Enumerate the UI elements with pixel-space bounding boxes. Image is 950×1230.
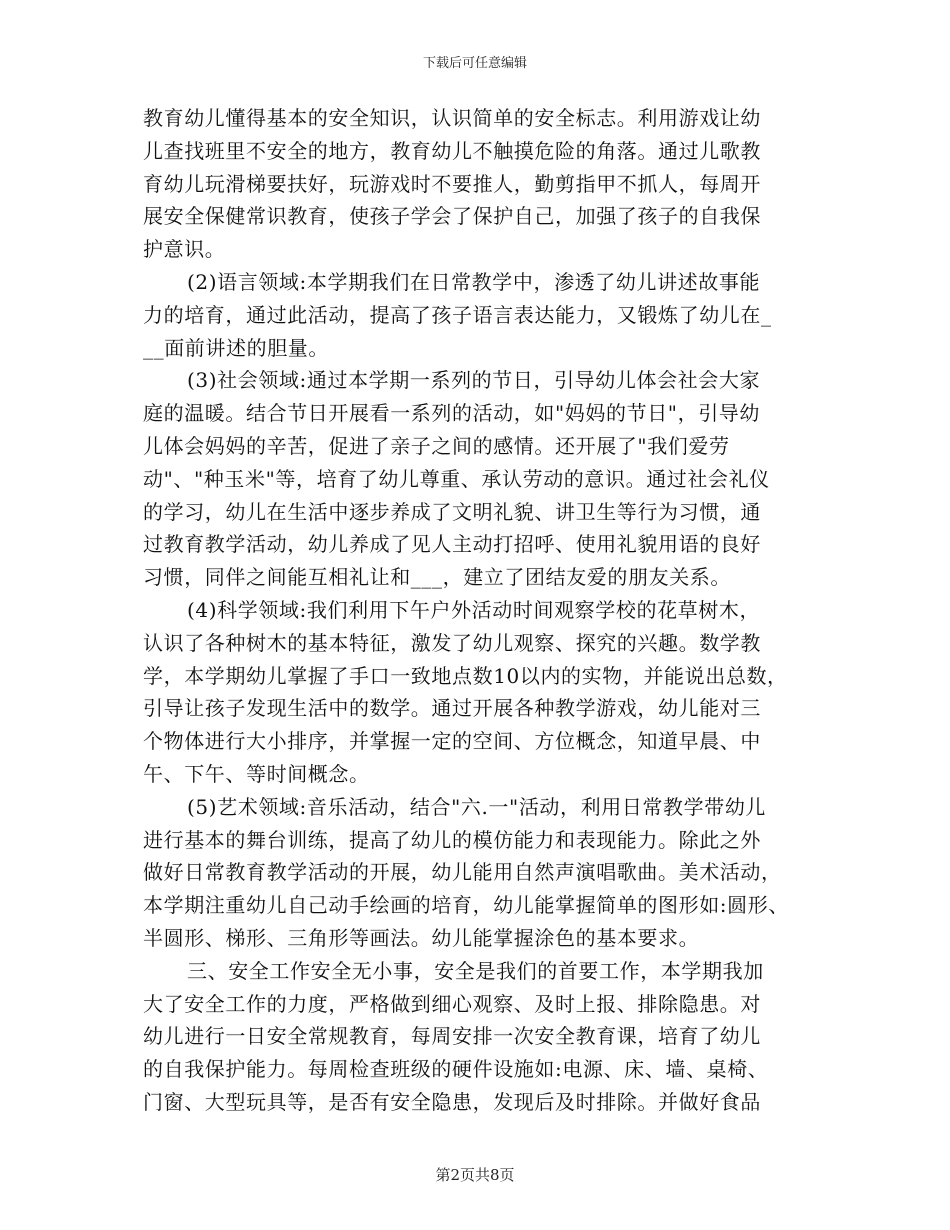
text-line: 过教育教学活动，幼儿养成了见人主动打招呼、使用礼貌用语的良好 bbox=[143, 532, 761, 557]
text-line: 三、安全工作安全无小事，安全是我们的首要工作，本学期我加 bbox=[187, 958, 764, 983]
text-line: 展安全保健常识教育，使孩子学会了保护自己，加强了孩子的自我保 bbox=[143, 204, 761, 229]
text-line: __面前讲述的胆量。 bbox=[143, 335, 329, 360]
text-line: 做好日常教育教学活动的开展，幼儿能用自然声演唱歌曲。美术活动， bbox=[143, 860, 782, 885]
text-line: 认识了各种树木的基本特征，激发了幼儿观察、探究的兴趣。数学教 bbox=[143, 630, 761, 655]
text-line: 动"、"种玉米"等，培育了幼儿尊重、承认劳动的意识。通过社会礼仪 bbox=[143, 466, 770, 491]
text-line: 庭的温暖。结合节日开展看一系列的活动，如"妈妈的节日"，引导幼 bbox=[143, 401, 760, 426]
text-line: 的学习，幼儿在生活中逐步养成了文明礼貌、讲卫生等行为习惯，通 bbox=[143, 499, 761, 524]
text-line: 门窗、大型玩具等，是否有安全隐患，发现后及时排除。并做好食品 bbox=[143, 1089, 761, 1114]
text-line: 教育幼儿懂得基本的安全知识，认识简单的安全标志。利用游戏让幼 bbox=[143, 106, 761, 130]
text-line: 本学期注重幼儿自己动手绘画的培育，幼儿能掌握简单的图形如:圆形、 bbox=[143, 893, 789, 918]
text-line: 育幼儿玩滑梯要扶好，玩游戏时不要推人，勤剪指甲不抓人，每周开 bbox=[143, 171, 761, 196]
text-line: 儿查找班里不安全的地方，教育幼儿不触摸危险的角落。通过儿歌教 bbox=[143, 138, 761, 163]
text-line: 大了安全工作的力度，严格做到细心观察、及时上报、排除隐患。对 bbox=[143, 991, 761, 1016]
text-line: 习惯，同伴之间能互相礼让和___，建立了团结友爱的朋友关系。 bbox=[143, 565, 731, 590]
text-line: (3)社会领域:通过本学期一系列的节日，引导幼儿体会社会大家 bbox=[187, 368, 761, 393]
text-line: (2)语言领域:本学期我们在日常教学中，渗透了幼儿讲述故事能 bbox=[187, 269, 761, 294]
text-line: 儿体会妈妈的辛苦，促进了亲子之间的感情。还开展了"我们爱劳 bbox=[143, 433, 730, 458]
text-line: 午、下午、等时间概念。 bbox=[143, 761, 370, 786]
page-footer: 第2页共8页 bbox=[435, 1166, 515, 1184]
document-body bbox=[143, 102, 815, 1119]
text-line: 学，本学期幼儿掌握了手口一致地点数10以内的实物，并能说出总数， bbox=[143, 663, 788, 688]
text-line: 护意识。 bbox=[143, 237, 226, 262]
page-header: 下载后可任意编辑 bbox=[422, 56, 527, 71]
text-line: 个物体进行大小排序，并掌握一定的空间、方位概念，知道早晨、中 bbox=[143, 729, 761, 754]
text-line: (4)科学领域:我们利用下午户外活动时间观察学校的花草树木， bbox=[187, 597, 761, 622]
text-line: 力的培育，通过此活动，提高了孩子语言表达能力，又锻炼了幼儿在_ bbox=[143, 302, 772, 327]
text-line: (5)艺术领域:音乐活动，结合"六.一"活动，利用日常教学带幼儿 bbox=[187, 794, 767, 819]
text-line: 幼儿进行一日安全常规教育，每周安排一次安全教育课，培育了幼儿 bbox=[143, 1024, 761, 1049]
text-line: 的自我保护能力。每周检查班级的硬件设施如:电源、床、墙、桌椅、 bbox=[143, 1057, 769, 1082]
text-line: 进行基本的舞台训练，提高了幼儿的模仿能力和表现能力。除此之外 bbox=[143, 827, 761, 852]
text-line: 引导让孩子发现生活中的数学。通过开展各种教学游戏，幼儿能对三 bbox=[143, 696, 761, 721]
text-line: 半圆形、梯形、三角形等画法。幼儿能掌握涂色的基本要求。 bbox=[143, 925, 700, 950]
